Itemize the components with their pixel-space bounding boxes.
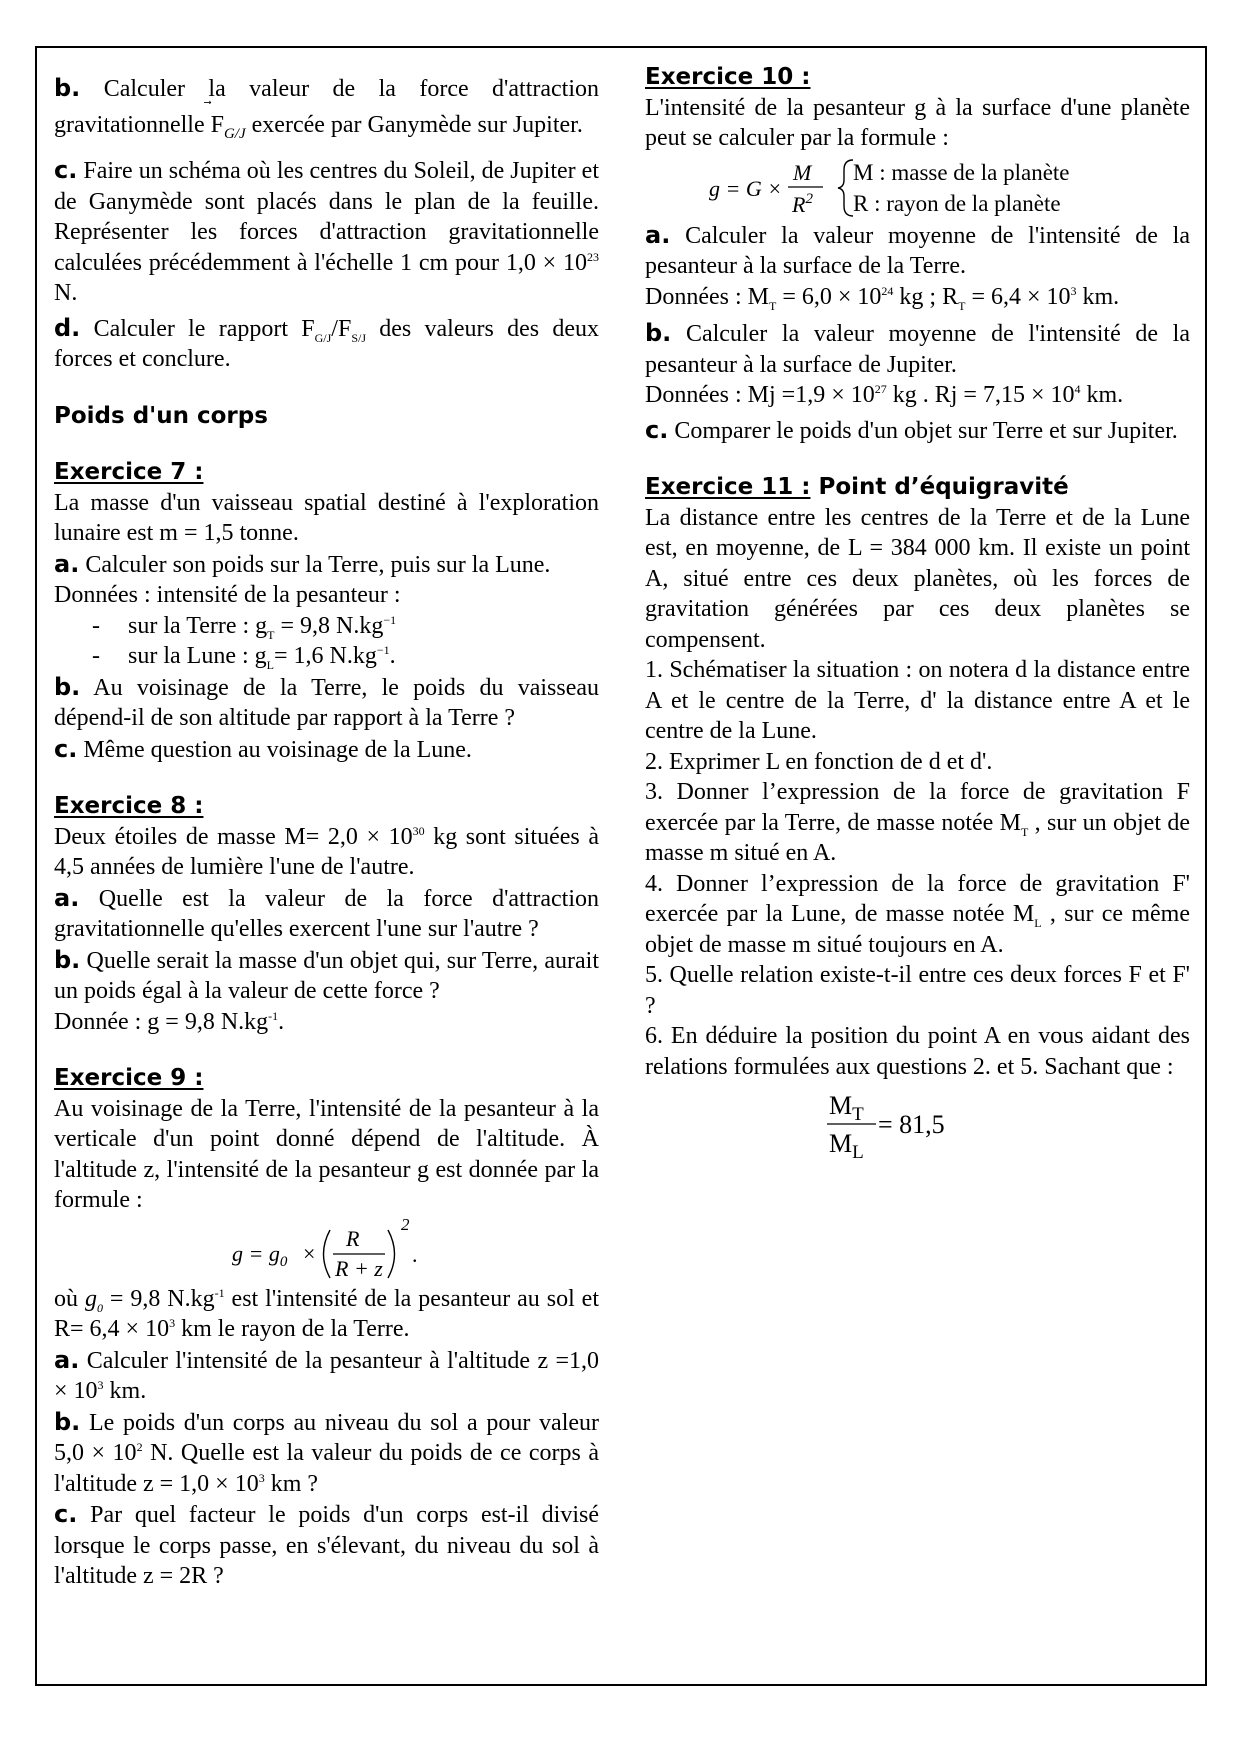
- svg-text:= 81,5: = 81,5: [878, 1110, 945, 1139]
- svg-text:g = g0: $g = g_0$: [232, 1240, 288, 1270]
- exercise-9-question-a: a. Calculer l'intensité de la pesanteur à l'altitude $z =1,0 \times 10^3$ km.: [54, 1345, 599, 1404]
- section-title: Poids d'un corps: [54, 402, 268, 429]
- svg-text:M : masse de la planète: M : masse de la planète: [853, 159, 1070, 185]
- exercise-7-title: Exercice 7 :: [54, 459, 204, 485]
- question-1d: d. Calculer le rapport $F_{G/J}/F_{S/J}$ des valeurs des deux forces et conclure.: [54, 313, 599, 372]
- svg-text:R: R: [346, 1225, 360, 1251]
- exercise-10-formula: [645, 154, 1190, 220]
- svg-text:R + z: R + z: [335, 1255, 383, 1281]
- exercise-9-definitions: où $g_0 = 9,8$ $N.kg^{-1}$ est l'intensité de la pesanteur au sol et $R= 6,4 \times 10^3$ km le rayon de la Terre.: [54, 1285, 599, 1342]
- exercise-7-data: Données : intensité de la pesanteur :: [54, 582, 401, 608]
- exercise-7-question-b: b. Au voisinage de la Terre, le poids du vaisseau dépend-il de son altitude par rapport à la Terre ?: [54, 672, 599, 731]
- exercise-11-question-2: 2. Exprimer L en fonction de d et d'.: [645, 748, 993, 775]
- exercise-8-question-b: b. Quelle serait la masse d'un objet qui, sur Terre, aurait un poids égal à la valeur de cette force ?: [54, 945, 600, 1004]
- exercise-7-intro: La masse d'un vaisseau spatial destiné à l'exploration lunaire est m = 1,5 tonne.: [54, 489, 599, 546]
- exercise-11-heading: [645, 472, 1190, 503]
- svg-text:2: 2: [401, 1215, 410, 1234]
- exercise-9-formula: [54, 1216, 599, 1284]
- exercise-11-title: Exercice 11 :: [645, 474, 811, 500]
- exercise-11-question-5: 5. Quelle relation existe-t-il entre ces deux forces F et F' ?: [645, 962, 1190, 1019]
- exercise-8-data: Donnée : g = 9,8 $N.kg^{-1}$.: [54, 1008, 285, 1035]
- svg-text:MT: $M_T$: [829, 1091, 864, 1125]
- page-frame: [35, 46, 1207, 1686]
- exercise-7-bullet-moon: - sur la Lune : $g_L= 1,6$ $N.kg^{-1}$.: [92, 643, 396, 672]
- exercise-11-question-6: 6. En déduire la position du point A en vous aidant des relations formulées aux questions 2. et 5. Sachant que :: [645, 1023, 1190, 1080]
- svg-text:g = G ×: g = G ×: [709, 175, 783, 201]
- exercise-11-formula: [645, 1082, 1190, 1162]
- exercise-11-question-4: 4. Donner l’expression de la force de gravitation F' exercée par la Lune, de masse notée $M_L$ , sur ce même objet de masse m situé toujours en A.: [645, 870, 1190, 958]
- exercise-8-title: Exercice 8 :: [54, 793, 204, 819]
- exercise-9-title: Exercice 9 :: [54, 1065, 204, 1091]
- exercise-7-question-c: c. Même question au voisinage de la Lune.: [54, 734, 472, 763]
- svg-text:M: M: [793, 159, 812, 185]
- exercise-10-question-a: a. Calculer la valeur moyenne de l'intensité de la pesanteur à la surface de la Terre.: [645, 220, 1191, 279]
- exercise-10-intro: L'intensité de la pesanteur g à la surface d'une planète peut se calculer par la formule :: [645, 94, 1190, 151]
- exercise-11-question-1: 1. Schématiser la situation : on notera d la distance entre A et le centre de la Terre, d' la distance entre A et le centre de la Lune.: [645, 657, 1190, 744]
- right-column: [645, 62, 1190, 1162]
- exercise-9-question-b: b. Le poids d'un corps au niveau du sol a pour valeur $5,0 \times 10^2$ N. Quelle est la valeur du poids de ce corps à l'altitude $z = 1,0 \times 10^3$ km ?: [54, 1407, 600, 1497]
- exercise-10-title: Exercice 10 :: [645, 64, 811, 90]
- exercise-9-intro: Au voisinage de la Terre, l'intensité de la pesanteur à la verticale d'un point donné dépend de l'altitude. À l'altitude z, l'intensité de la pesanteur g est donnée par la formule :: [54, 1095, 599, 1213]
- exercise-7-question-a: a. Calculer son poids sur la Terre, puis sur la Lune.: [54, 549, 551, 578]
- exercise-9-question-c: c. Par quel facteur le poids d'un corps est-il divisé lorsque le corps passe, en s'élevant, du niveau du sol à l'altitude z = 2R ?: [54, 1500, 600, 1589]
- question-1c: c. Faire un schéma où les centres du Soleil, de Jupiter et de Ganymède sont placés dans le plan de la feuille. Représenter les forces d'attraction gravitationnelle calculées précédemment à l'échelle 1 cm pour $1,0 \times 10^{23}$ N.: [54, 156, 599, 306]
- exercise-8-intro: Deux étoiles de masse $M= 2,0 \times 10^{30}$ kg sont situées à 4,5 années de lumière l'une de l'autre.: [54, 823, 599, 880]
- exercise-10-question-b: b. Calculer la valeur moyenne de l'intensité de la pesanteur à la surface de Jupiter.: [645, 319, 1191, 378]
- svg-text:×: ×: [303, 1240, 316, 1266]
- exercise-10-question-c: c. Comparer le poids d'un objet sur Terre et sur Jupiter.: [645, 415, 1178, 444]
- svg-text:.: .: [412, 1241, 418, 1267]
- exercise-8-question-a: a. Quelle est la valeur de la force d'attraction gravitationnelle qu'elles exercent l'une sur l'autre ?: [54, 883, 600, 942]
- exercise-11-subtitle: Point d’équigravité: [810, 474, 1069, 500]
- exercise-10-data-a: Données : $M_T = 6,0 \times 10^{24}$ kg ; $R_T = 6,4 \times 10^3$ km.: [645, 283, 1120, 313]
- svg-text:R : rayon de la planète: R : rayon de la planète: [853, 190, 1061, 216]
- exercise-11-question-3: 3. Donner l’expression de la force de gravitation F exercée par la Terre, de masse notée $M_T$ , sur un objet de masse m situé en A.: [645, 779, 1190, 866]
- question-1b: b. Calculer la valeur de la force d'attraction gravitationnelle $F_{G/J}$ exercée par Ganymède sur Jupiter.: [54, 74, 599, 142]
- exercise-10-data-b: Données : $Mj =1,9 \times 10^{27}$ kg . $Rj = 7,15 \times 10^4$ km.: [645, 382, 1124, 408]
- exercise-11-intro: La distance entre les centres de la Terre et de la Lune est, en moyenne, de L = 384 000 km. Il existe un point A, situé entre ces deux planètes, où les forces de gravitation générées par ces deux planètes se compensent.: [645, 504, 1190, 653]
- vector-F-G-J: $F_{G/J}$: [210, 112, 246, 142]
- svg-text:ML: $M_L$: [829, 1129, 864, 1162]
- exercise-7-bullet-earth: - sur la Terre : $g_T = 9,8$ $N.kg^{-1}$: [92, 612, 397, 642]
- svg-text:R2: $R^2$: [792, 190, 813, 217]
- left-column: [54, 70, 599, 1592]
